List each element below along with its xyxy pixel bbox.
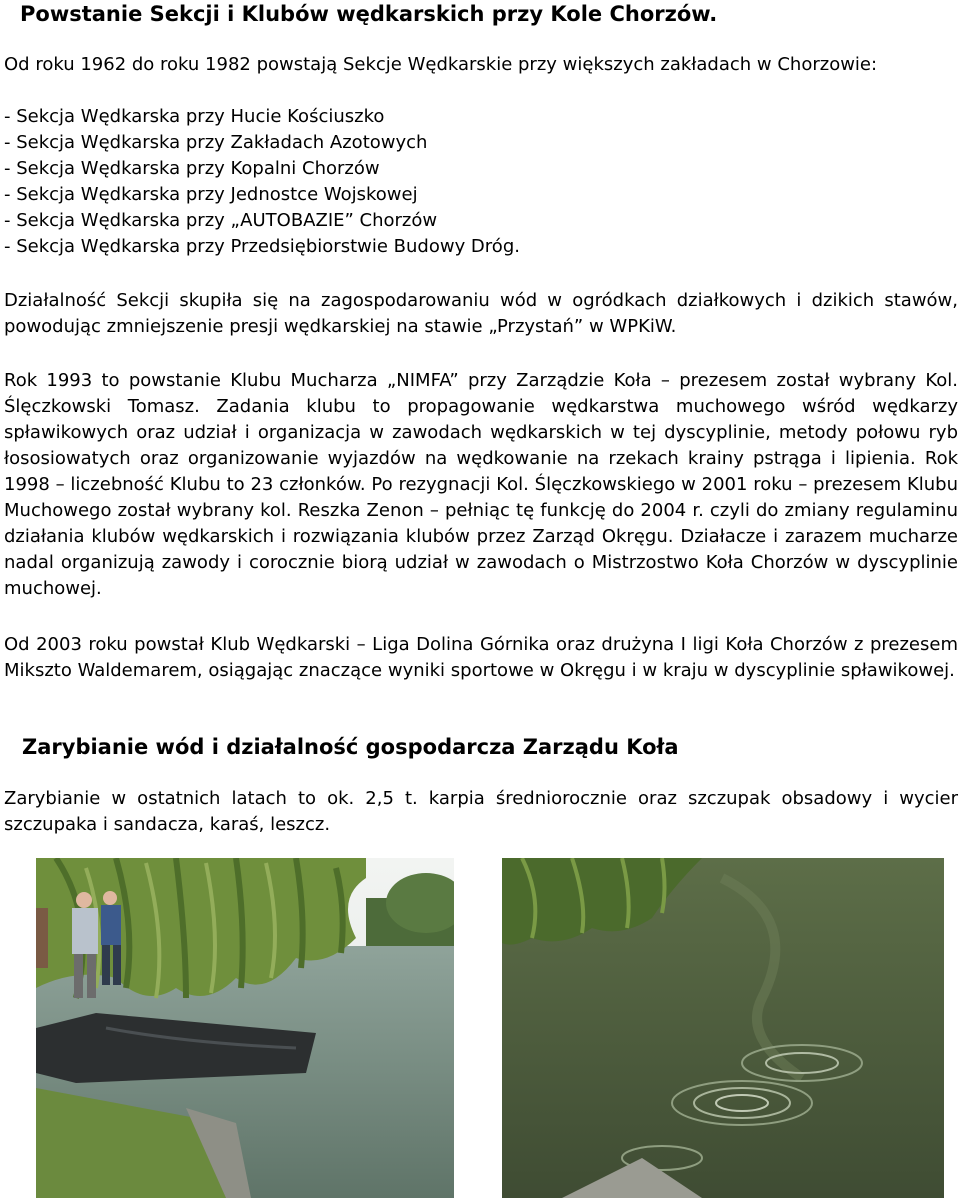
nimfa-paragraph: Rok 1993 to powstanie Klubu Mucharza „NIMFA” przy Zarządzie Koła – prezesem został wybrany Kol. Ślęczkowski Tomasz. Zadania klubu to propagowanie wędkarstwa muchowego wśród wędkarzy spławikowych oraz udział i organizacja w zawodach wędkarskich w tej dyscyplinie, metody połowu ryb łososiowatych oraz organizowanie wyjazdów na wędkowanie na rzekach krainy pstrąga i lipienia. Rok 1998 – liczebność Klubu to 23 członków. Po rezygnacji Kol. Ślęczkowskiego w 2001 roku – prezesem Klubu Muchowego został wybrany kol. Reszka Zenon – pełniąc tę funkcję do 2004 r. czyli do zmiany regulaminu działania klubów wędkarskich i rozwiązania klubów przez Zarząd Okręgu. Działacze i zarazem mucharze nadal organizują zawody i corocznie biorą udział w zawodach o Mistrzostwo Koła Chorzów w dyscyplinie muchowej.	[4, 370, 958, 599]
list-item: - Sekcja Wędkarska przy Kopalni Chorzów	[4, 158, 380, 179]
list-item: - Sekcja Wędkarska przy „AUTOBAZIE” Chorzów	[4, 210, 438, 231]
list-item: - Sekcja Wędkarska przy Przedsiębiorstwie Budowy Dróg.	[4, 236, 520, 257]
pond-photo-ripples	[502, 858, 944, 1198]
intro-paragraph: Od roku 1962 do roku 1982 powstają Sekcje Wędkarskie przy większych zakładach w Chorzowie:	[4, 54, 878, 75]
pond-photo-people	[36, 858, 454, 1198]
page-title: Powstanie Sekcji i Klubów wędkarskich przy Kole Chorzów.	[20, 2, 718, 26]
list-item: - Sekcja Wędkarska przy Jednostce Wojskowej	[4, 184, 418, 205]
activity-paragraph: Działalność Sekcji skupiła się na zagospodarowaniu wód w ogródkach działkowych i dzikich stawów, powodując zmniejszenie presji wędkarskiej na stawie „Przystań” w WPKiW.	[4, 290, 958, 337]
sections-list	[4, 104, 520, 260]
list-item: - Sekcja Wędkarska przy Zakładach Azotowych	[4, 132, 428, 153]
section-heading: Zarybianie wód i działalność gospodarcza Zarządu Koła	[22, 735, 679, 759]
list-item: - Sekcja Wędkarska przy Hucie Kościuszko	[4, 106, 385, 127]
stocking-paragraph: Zarybianie w ostatnich latach to ok. 2,5 t. karpia średniorocznie oraz szczupak obsadowy i wycier szczupaka i sandacza, karaś, leszcz.	[4, 788, 958, 835]
liga-paragraph: Od 2003 roku powstał Klub Wędkarski – Liga Dolina Górnika oraz drużyna I ligi Koła Chorzów z prezesem Mikszto Waldemarem, osiągając znaczące wyniki sportowe w Okręgu i w kraju w dyscyplinie spławikowej.	[4, 634, 958, 681]
